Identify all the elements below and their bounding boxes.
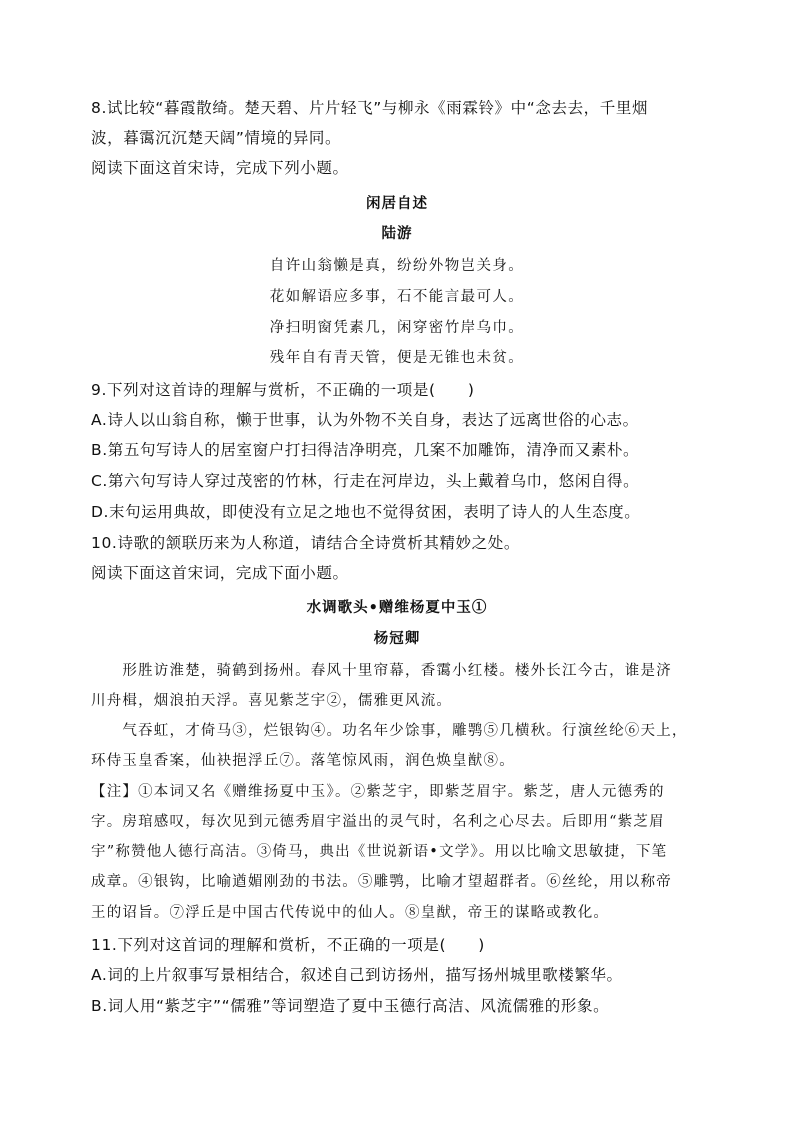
question-11-option-b: B.词人用“紫芝宇”“儒雅”等词塑造了夏中玉德行高洁、风流儒雅的形象。 <box>91 997 610 1015</box>
poem-line: 花如解语应多事，石不能言最可人。 <box>269 289 525 305</box>
ci-text-line: 形胜访淮楚，骑鹤到扬州。春风十里帘幕，香霭小红楼。楼外长江今古，谁是济 <box>91 663 672 679</box>
question-9-option-c: C.第六句写诗人穿过茂密的竹林，行走在河岸边，头上戴着乌巾，悠闲自得。 <box>91 472 640 490</box>
question-9-option-a: A.诗人以山翁自称，懒于世事，认为外物不关自身，表达了远离世俗的心志。 <box>91 411 639 429</box>
ci-note-line: 字。房琯感叹，每次见到元德秀眉宇溢出的灵气时，名利之心尽去。后即用“紫芝眉 <box>91 814 665 830</box>
poem-line: 自许山翁懒是真，纷纷外物岂关身。 <box>269 258 525 274</box>
poem-author: 陆游 <box>381 225 413 242</box>
ci-note-line: 成章。④银钩，比喻遒媚刚劲的书法。⑤雕鹗，比喻才望超群者。⑥丝纶，用以称帝 <box>91 874 672 890</box>
question-10: 10.诗歌的颔联历来为人称道，请结合全诗赏析其精妙之处。 <box>91 534 520 552</box>
poem-title: 闲居自述 <box>366 195 428 212</box>
question-9-option-d: D.末句运用典故，即使没有立足之地也不觉得贫困，表明了诗人的人生态度。 <box>91 503 641 521</box>
question-9-option-b: B.第五句写诗人的居室窗户打扫得洁净明亮，几案不加雕饰，清净而又素朴。 <box>91 441 640 459</box>
ci-title: 水调歌头•赠维杨夏中玉① <box>306 599 488 616</box>
ci-text-line: 环侍玉皇香案，仙袂挹浮丘⑦。落笔惊风雨，润色焕皇猷⑧。 <box>91 753 515 769</box>
reading-instruction-poem: 阅读下面这首宋诗，完成下列小题。 <box>91 159 349 177</box>
poem-line: 残年自有青天管，便是无锥也未贫。 <box>269 350 525 366</box>
question-11-stem: 11.下列对这首词的理解和赏析，不正确的一项是( ) <box>91 936 485 954</box>
poem-line: 净扫明窗凭素几，闲穿密竹岸乌巾。 <box>269 320 525 336</box>
ci-note-line: 王的诏旨。⑦浮丘是中国古代传说中的仙人。⑧皇猷，帝王的谋略或教化。 <box>91 905 610 921</box>
ci-text-line: 川舟楫，烟浪拍天浮。喜见紫芝宇②，儒雅更风流。 <box>91 693 453 709</box>
ci-text-line: 气吞虹，才倚马③，烂银钩④。功名年少馀事，雕鹗⑤几横秋。行演丝纶⑥天上， <box>91 723 688 739</box>
question-8-line-2: 波，暮霭沉沉楚天阔”情境的异同。 <box>91 129 342 147</box>
ci-author: 杨冠卿 <box>373 630 421 647</box>
reading-instruction-ci: 阅读下面这首宋词，完成下面小题。 <box>91 564 349 582</box>
ci-note-line: 【注】①本词又名《赠维扬夏中玉》。②紫芝宇，即紫芝眉宇。紫芝，唐人元德秀的 <box>91 784 665 800</box>
question-11-option-a: A.词的上片叙事写景相结合，叙述自己到访扬州，描写扬州城里歌楼繁华。 <box>91 966 623 984</box>
question-9-stem: 9.下列对这首诗的理解与赏析，不正确的一项是( ) <box>91 381 475 399</box>
ci-note-line: 宇”称赞他人德行高洁。③倚马，典出《世说新语•文学》。用以比喻文思敏捷，下笔 <box>91 844 668 860</box>
question-8-line-1: 8.试比较“暮霞散绮。楚天碧、片片轻飞”与柳永《雨霖铃》中“念去去，千里烟 <box>91 99 649 117</box>
